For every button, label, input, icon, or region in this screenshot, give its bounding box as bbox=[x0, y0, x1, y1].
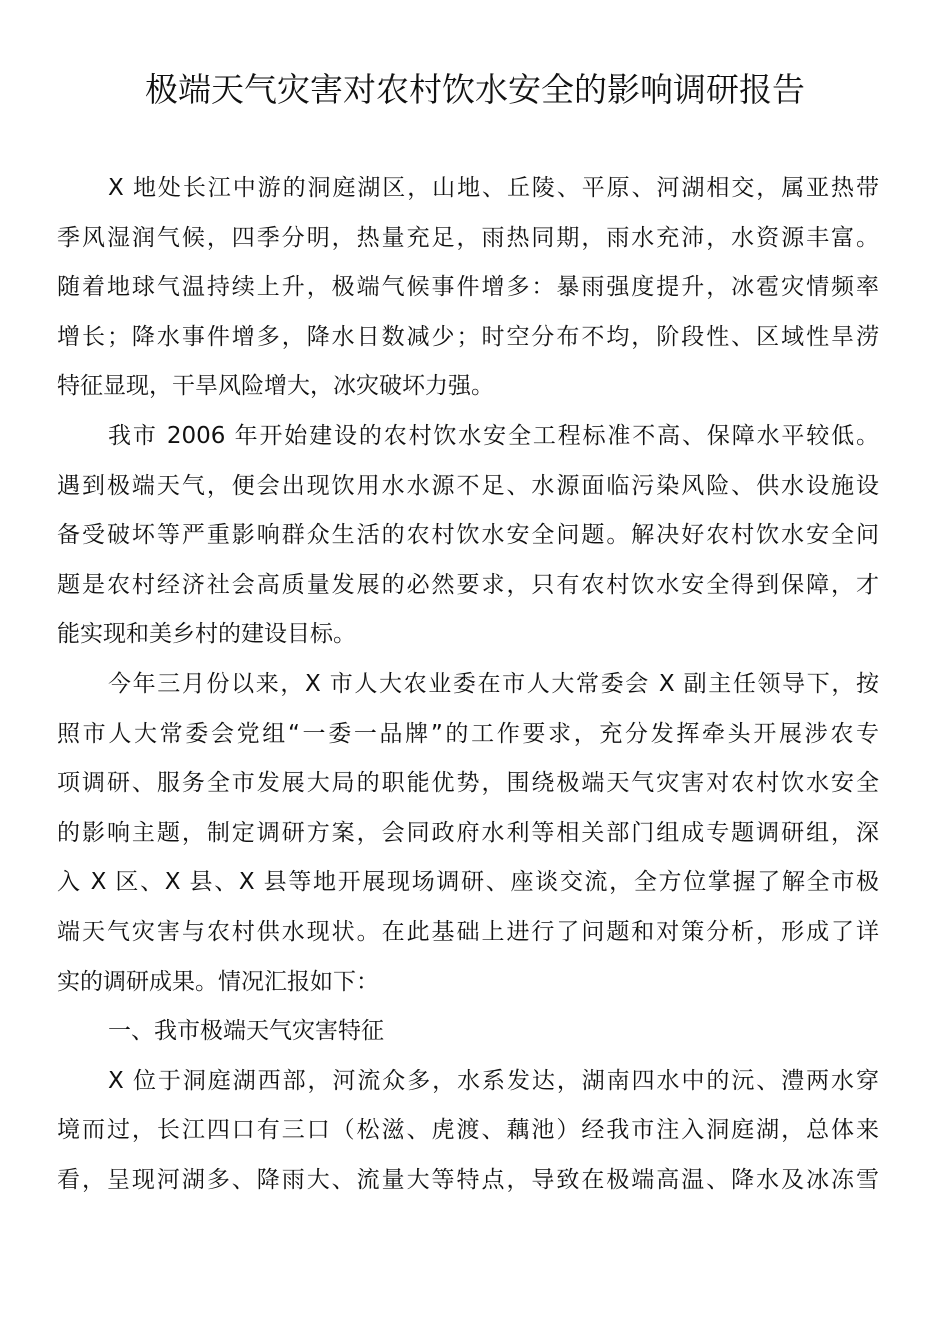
text-line: 的影响主题，制定调研方案，会同政府水利等相关部门组成专题调研组，深 bbox=[57, 819, 879, 846]
text-line: 入 X 区、X 县、X 县等地开展现场调研、座谈交流，全方位掌握了解全市极 bbox=[57, 869, 879, 896]
text-line: 题是农村经济社会高质量发展的必然要求，只有农村饮水安全得到保障，才 bbox=[57, 571, 879, 598]
text-line: 今年三月份以来，X 市人大农业委在市人大常委会 X 副主任领导下，按 bbox=[108, 670, 879, 697]
section-heading bbox=[57, 1007, 879, 1057]
text-line: 能实现和美乡村的建设目标。 bbox=[57, 621, 356, 648]
section-heading-text: 一、我市极端天气灾害特征 bbox=[108, 1018, 384, 1045]
paragraph-1 bbox=[57, 164, 879, 412]
text-line: 我市 2006 年开始建设的农村饮水安全工程标准不高、保障水平较低。 bbox=[108, 422, 879, 449]
document-body bbox=[57, 164, 879, 1205]
text-line: X 位于洞庭湖西部，河流众多，水系发达，湖南四水中的沅、澧两水穿 bbox=[108, 1067, 879, 1094]
text-line: 看，呈现河湖多、降雨大、流量大等特点，导致在极端高温、降水及冰冻雪 bbox=[57, 1166, 879, 1193]
text-line: 备受破坏等严重影响群众生活的农村饮水安全问题。解决好农村饮水安全问 bbox=[57, 522, 879, 549]
text-line: 照市人大常委会党组“一委一品牌”的工作要求，充分发挥牵头开展涉农专 bbox=[57, 720, 879, 747]
text-line: 增长；降水事件增多，降水日数减少；时空分布不均，阶段性、区域性旱涝 bbox=[57, 323, 879, 350]
text-line: 端天气灾害与农村供水现状。在此基础上进行了问题和对策分析，形成了详 bbox=[57, 918, 879, 945]
text-line: 遇到极端天气，便会出现饮用水水源不足、水源面临污染风险、供水设施设 bbox=[57, 472, 879, 499]
text-line: 特征显现，干旱风险增大，冰灾破坏力强。 bbox=[57, 373, 494, 400]
text-line: 随着地球气温持续上升，极端气候事件增多：暴雨强度提升，冰雹灾情频率 bbox=[57, 274, 879, 301]
paragraph-3 bbox=[57, 660, 879, 1007]
text-line: 季风湿润气候，四季分明，热量充足，雨热同期，雨水充沛，水资源丰富。 bbox=[57, 224, 879, 251]
paragraph-2 bbox=[57, 412, 879, 660]
text-line: 境而过，长江四口有三口（松滋、虎渡、藕池）经我市注入洞庭湖，总体来 bbox=[57, 1117, 879, 1144]
paragraph-4 bbox=[57, 1057, 879, 1206]
document-title: 极端天气灾害对农村饮水安全的影响调研报告 bbox=[145, 70, 805, 109]
text-line: 实的调研成果。情况汇报如下： bbox=[57, 968, 379, 995]
text-line: X 地处长江中游的洞庭湖区，山地、丘陵、平原、河湖相交，属亚热带 bbox=[108, 175, 879, 201]
text-line: 项调研、服务全市发展大局的职能优势，围绕极端天气灾害对农村饮水安全 bbox=[57, 770, 879, 797]
